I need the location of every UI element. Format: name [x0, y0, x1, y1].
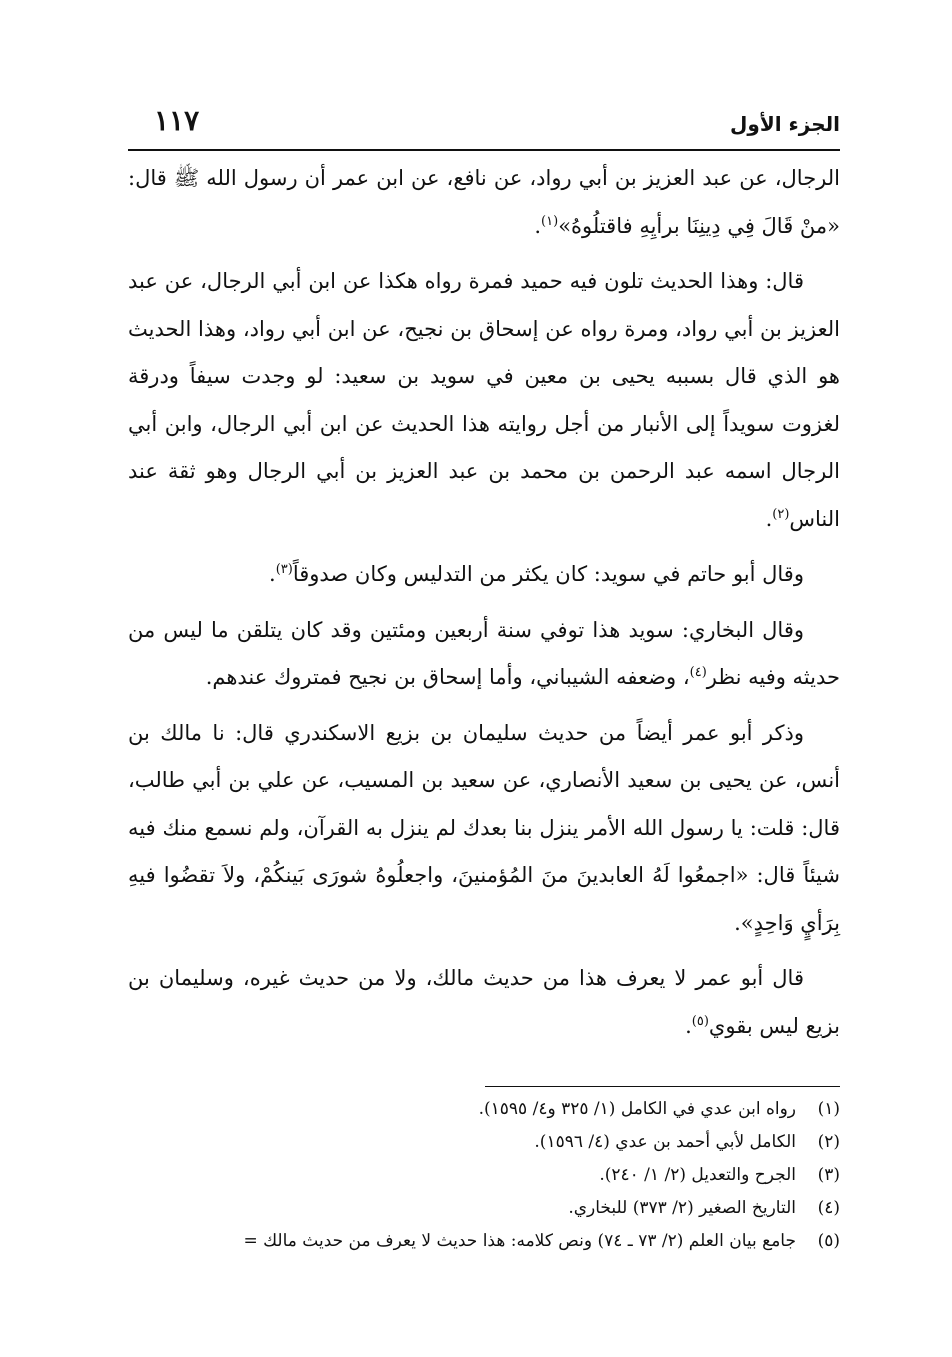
footnote-text: رواه ابن عدي في الكامل (١/ ٣٢٥ و٤/ ١٥٩٥).: [478, 1099, 796, 1119]
paragraph: [128, 955, 840, 1050]
paragraph-end: .: [534, 213, 542, 238]
footnote-text: الكامل لأبي أحمد بن عدي (٤/ ١٥٩٦).: [534, 1132, 796, 1152]
footnote-number: (١): [817, 1099, 840, 1119]
page-header: [128, 100, 840, 152]
footnotes: [128, 1093, 840, 1258]
footnote-separator: [485, 1086, 840, 1087]
paragraph-end: .: [685, 1013, 692, 1038]
footnote-ref: (١): [541, 213, 559, 229]
paragraph: [128, 551, 840, 599]
paragraph: [128, 710, 840, 948]
paragraph-text: وقال البخاري: سويد هذا توفي سنة أربعين ومئتين وقد كان يتلقن ما ليس من حديثه وفيه نظر: [128, 617, 840, 689]
footnote: [128, 1159, 840, 1192]
footnote: [128, 1126, 840, 1159]
paragraph-text: قال أبو عمر لا يعرف هذا من حديث مالك، ولا من حديث غيره، وسليمان بن بزيع ليس بقوي: [128, 966, 840, 1038]
paragraph-end: ، وضعفه الشيباني، وأما إسحاق بن نجيح فمتروك عندهم.: [205, 665, 690, 689]
footnote-number: (٣): [817, 1165, 840, 1185]
footnote-number: (٤): [817, 1198, 840, 1218]
footnote-text: الجرح والتعديل (٢/ ١/ ٢٤٠).: [599, 1165, 796, 1185]
footnote-ref: (٥): [691, 1013, 709, 1029]
footnote-number: (٥): [817, 1231, 840, 1251]
paragraph: [128, 258, 840, 543]
footnote-ref: (٢): [772, 506, 790, 522]
paragraph-end: .: [765, 506, 773, 531]
footnote-number: (٢): [817, 1132, 840, 1152]
paragraph: [128, 155, 840, 250]
paragraph: [128, 607, 840, 702]
footnote-ref: (٤): [689, 665, 707, 680]
footnote: [128, 1093, 840, 1126]
header-rule: [128, 149, 840, 151]
paragraph-end: .: [734, 910, 741, 935]
paragraph-text: قال: وهذا الحديث تلون فيه حميد فمرة رواه هكذا عن ابن أبي الرجال، عن عبد العزيز بن أبي رواد، ومرة رواه عن إسحاق بن نجيح، عن ابن أبي رواد، وهذا الحديث هو الذي قال بسببه يحيى بن معين في سويد بن سعيد: لو وجدت سيفاً ودرقة لغزوت سويداً إلى الأنبار من أجل روايته هذا الحديث عن ابن أبي الرجال، وابن أبي الرجال اسمه عبد الرحمن بن محمد بن عبد العزيز بن أبي الرجال وهو ثقة عند الناس: [128, 269, 840, 531]
footnote-ref: (٣): [275, 562, 293, 577]
running-title: الجزء الأول: [730, 112, 840, 136]
paragraph-text: وذكر أبو عمر أيضاً من حديث سليمان بن بزيع الاسكندري قال: نا مالك بن أنس، عن يحيى بن سعيد الأنصاري، عن سعيد بن المسيب، عن علي بن أبي طالب، قال: قلت: يا رسول الله الأمر ينزل بنا بعدك لم ينزل به القرآن، ولم نسمع منك فيه شيئاً قال: «اجمعُوا لَهُ العابدينَ منَ المُؤمنينَ، واجعلُوهُ شورَى بَينكُمْ، ولاَ تقضُوا فيهِ بِرَأيٍ وَاحِدٍ»: [128, 720, 840, 935]
paragraph-text: وقال أبو حاتم في سويد: كان يكثر من التدليس وكان صدوقاً: [292, 562, 804, 586]
paragraph-end: .: [269, 562, 276, 586]
footnote-text: التاريخ الصغير (٢/ ٣٧٣) للبخاري.: [568, 1198, 796, 1218]
footnote: [128, 1192, 840, 1225]
paragraph-text: الرجال، عن عبد العزيز بن أبي رواد، عن نافع، عن ابن عمر أن رسول الله ﷺ قال: «منْ قَالَ فِي دِينِنَا برأيِهِ فاقتلُوهُ»: [128, 166, 840, 238]
main-text: [128, 155, 840, 1050]
page-number: ١١٧: [154, 104, 200, 137]
footnote-text: جامع بيان العلم (٢/ ٧٣ ـ ٧٤) ونص كلامه: هذا حديث لا يعرف من حديث مالك =: [243, 1231, 796, 1251]
footnote: [128, 1225, 840, 1258]
